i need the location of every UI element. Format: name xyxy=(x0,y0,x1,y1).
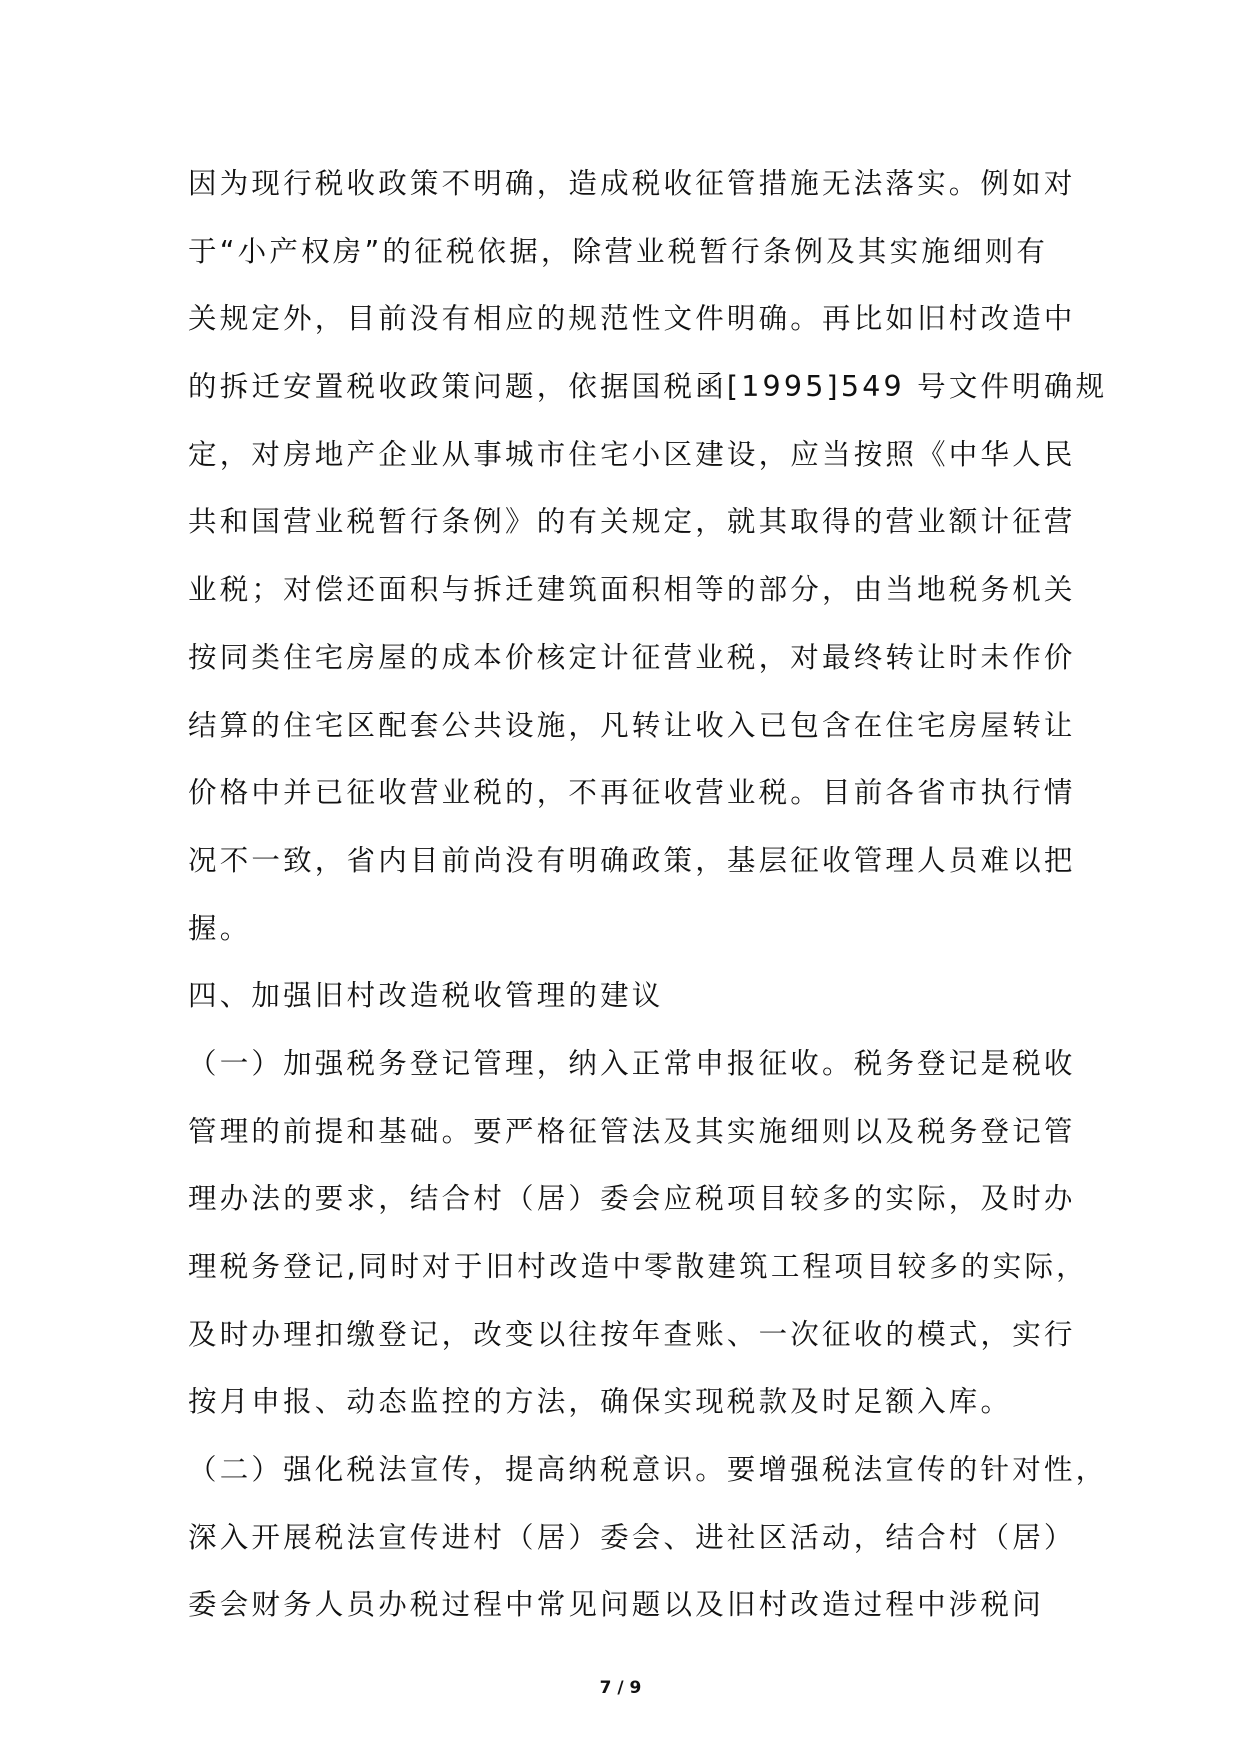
text-line: 及时办理扣缴登记，改变以往按年查账、一次征收的模式，实行 xyxy=(188,1317,1076,1351)
text-line: 深入开展税法宣传进村（居）委会、进社区活动，结合村（居） xyxy=(188,1520,1076,1554)
text-line: 价格中并已征收营业税的，不再征收营业税。目前各省市执行情 xyxy=(188,776,1076,810)
text-line: 于“小产权房”的征税依据，除营业税暂行条例及其实施细则有 xyxy=(188,234,1049,268)
text-line: 委会财务人员办税过程中常见问题以及旧村改造过程中涉税问 xyxy=(188,1588,1044,1622)
text-line: 理办法的要求，结合村（居）委会应税项目较多的实际，及时办 xyxy=(188,1182,1076,1216)
document-body xyxy=(188,150,1108,1639)
text-line: 理税务登记,同时对于旧村改造中零散建筑工程项目较多的实际， xyxy=(188,1250,1088,1283)
text-line: 结算的住宅区配套公共设施，凡转让收入已包含在住宅房屋转让 xyxy=(188,708,1076,742)
page-number: 7 / 9 xyxy=(599,1678,642,1698)
text-line: 关规定外，目前没有相应的规范性文件明确。再比如旧村改造中 xyxy=(188,302,1076,336)
text-line: 定，对房地产企业从事城市住宅小区建设，应当按照《中华人民 xyxy=(188,437,1076,471)
text-line: （二）强化税法宣传，提高纳税意识。要增强税法宣传的针对性， xyxy=(188,1453,1108,1487)
text-line: 握。 xyxy=(188,911,252,945)
text-line: 按同类住宅房屋的成本价核定计征营业税，对最终转让时未作价 xyxy=(188,640,1076,674)
text-line: （一）加强税务登记管理，纳入正常申报征收。税务登记是税收 xyxy=(188,1046,1076,1080)
text-line: 按月申报、动态监控的方法，确保实现税款及时足额入库。 xyxy=(188,1385,1013,1419)
text-line: 况不一致，省内目前尚没有明确政策，基层征收管理人员难以把 xyxy=(188,843,1076,877)
text-line: 因为现行税收政策不明确，造成税收征管措施无法落实。例如对 xyxy=(188,167,1076,200)
text-line: 共和国营业税暂行条例》的有关规定，就其取得的营业额计征营 xyxy=(188,505,1076,539)
text-line: 管理的前提和基础。要严格征管法及其实施细则以及税务登记管 xyxy=(188,1114,1076,1148)
text-line: 业税；对偿还面积与拆迁建筑面积相等的部分，由当地税务机关 xyxy=(188,573,1076,607)
text-line: 的拆迁安置税收政策问题，依据国税函[1995]549 号文件明确规 xyxy=(188,370,1108,404)
section-heading: 四、加强旧村改造税收管理的建议 xyxy=(188,979,664,1013)
